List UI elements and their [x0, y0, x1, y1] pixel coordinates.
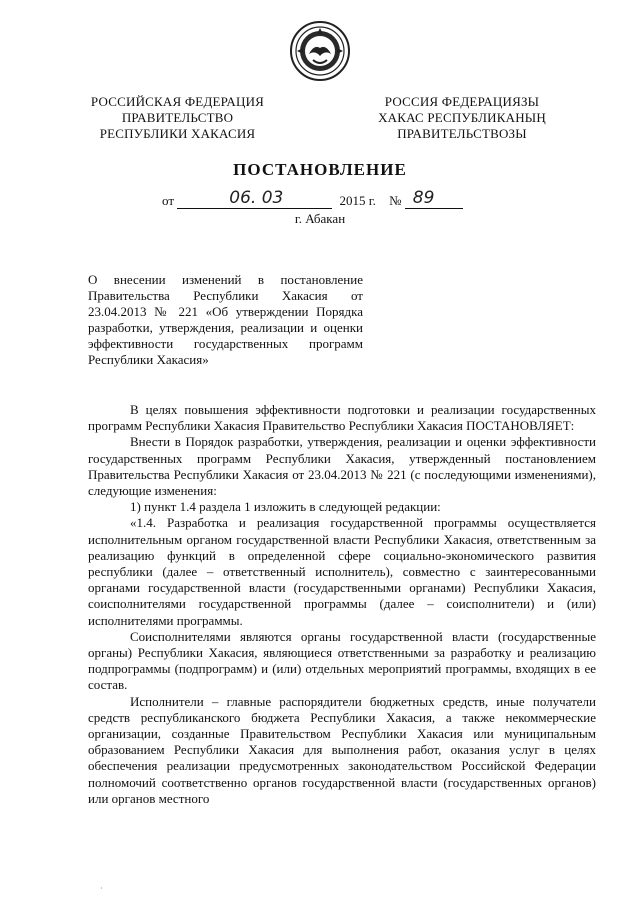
header-left-line: РЕСПУБЛИКИ ХАКАСИЯ — [99, 126, 256, 141]
body-paragraph: Внести в Порядок разработки, утверждения, реализации и оценки эффективности государственных программ Республики Хакасия, утвержденный постановлением Правительства Республики Хакасия от 23.04.2013 № 221 (с последующими изменениями), следующие изменения: — [88, 434, 596, 499]
handwritten-number: 89 — [412, 188, 435, 208]
year-label: 2015 г. — [339, 193, 376, 208]
number-label: № — [389, 193, 402, 208]
body-paragraph: В целях повышения эффективности подготовки и реализации государственных программ Республики Хакасия Правительство Республики Хакасия ПОСТАНОВЛЯЕТ: — [88, 402, 596, 434]
header-left-block — [70, 94, 285, 142]
header-right-line: ХАКАС РЕСПУБЛИКАНЫҢ — [378, 110, 546, 125]
body-paragraph: Исполнители – главные распорядители бюджетных средств, иные получатели средств республиканского бюджета Республики Хакасия, а также некоммерческие организации, созданные Правительством Республики Хакасия или муниципальным образованием Республики Хакасия для выполнения работ, оказания услуг в целях обеспечения реализации предусмотренных законодательством Российской Федерации полномочий соответственно органов государственной власти (государственных органов) или органов местного — [88, 693, 596, 806]
coat-of-arms-emblem-icon — [289, 20, 351, 82]
number-field — [405, 188, 463, 209]
body-paragraph: «1.4. Разработка и реализация государственной программы осуществляется исполнительным органом государственной власти Республики Хакасия, ответственным за реализацию функций в определенной сфере социально-экономического развития республики (далее – ответственный исполнитель), совместно с заинтересованными органами государственной власти (государственными органами) Республики Хакасия, соисполнителями государственной программы (далее – соисполнители) и (или) исполнителями программы. — [88, 515, 596, 628]
subject-block: О внесении изменений в постановление Правительства Республики Хакасия от 23.04.2013 № 221 «Об утверждении Порядка разработки, утверждения, реализации и оценки эффективности государственных программ Республики Хакасия» — [88, 272, 363, 367]
header-left-line: ПРАВИТЕЛЬСТВО — [121, 110, 234, 125]
scan-dot: · — [100, 884, 103, 893]
header-right-line: РОССИЯ ФЕДЕРАЦИЯЗЫ — [384, 94, 540, 109]
date-number-line — [162, 188, 463, 209]
body-paragraph: Соисполнителями являются органы государственной власти (государственные органы) Республики Хакасия, являющиеся ответственными за разработку и реализацию подпрограммы (подпрограмм) и (или) отдельных мероприятий программы, входящих в ее состав. — [88, 628, 596, 693]
header-right-block — [352, 94, 572, 142]
from-label: от — [162, 193, 175, 208]
handwritten-date: 06. 03 — [229, 188, 284, 208]
document-title: ПОСТАНОВЛЕНИЕ — [233, 160, 407, 179]
header-right-line: ПРАВИТЕЛЬСТВОЗЫ — [397, 126, 527, 141]
city-label: г. Абакан — [294, 211, 346, 226]
header-left-line: РОССИЙСКАЯ ФЕДЕРАЦИЯ — [90, 94, 265, 109]
document-body — [88, 402, 596, 807]
body-paragraph: 1) пункт 1.4 раздела 1 изложить в следующей редакции: — [130, 499, 441, 515]
date-field — [177, 188, 332, 209]
